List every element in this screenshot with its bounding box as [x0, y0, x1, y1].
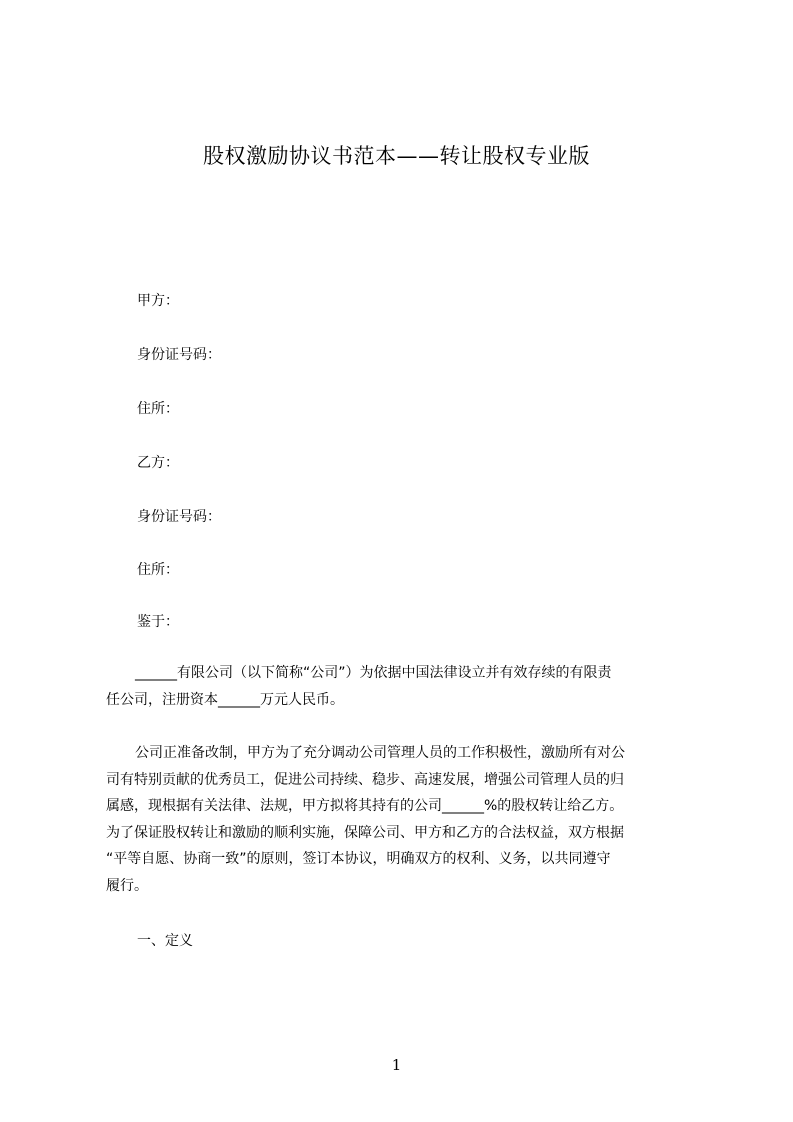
party-a-id-label: 身份证号码：	[137, 347, 221, 363]
paragraph-line: 司有特别贡献的优秀员工，促进公司持续、稳步、高速发展，增强公司管理人员的归	[106, 771, 624, 788]
paragraph-purpose	[106, 740, 696, 899]
paragraph-line: 公司正准备改制，甲方为了充分调动公司管理人员的工作积极性，激励所有对公	[135, 745, 625, 761]
party-a-label: 甲方：	[137, 293, 179, 309]
document-title: 股权激励协议书范本——转让股权专业版	[203, 144, 590, 168]
party-b-label: 乙方：	[137, 455, 179, 471]
paragraph-line: 履行。	[106, 877, 148, 894]
party-a-address-label: 住所：	[137, 401, 179, 417]
whereas-label: 鉴于：	[137, 614, 179, 630]
paragraph-line: 任公司，注册资本______万元人民币。	[106, 691, 344, 708]
party-b-id-label: 身份证号码：	[137, 509, 221, 525]
paragraph-line: 属感，现根据有关法律、法规，甲方拟将其持有的公司______%的股权转让给乙方。	[106, 798, 624, 814]
paragraph-company-info	[106, 660, 696, 713]
paragraph-line: 为了保证股权转让和激励的顺利实施，保障公司、甲方和乙方的合法权益，双方根据	[106, 824, 624, 841]
page-number: 1	[391, 1056, 402, 1074]
section-heading-definitions: 一、定义	[137, 933, 193, 949]
party-b-address-label: 住所：	[137, 562, 179, 578]
paragraph-line: “平等自愿、协商一致”的原则，签订本协议，明确双方的权利、义务，以共同遵守	[106, 851, 611, 867]
paragraph-line: ______有限公司（以下简称“公司”）为依据中国法律设立并有效存续的有限责	[135, 665, 612, 681]
